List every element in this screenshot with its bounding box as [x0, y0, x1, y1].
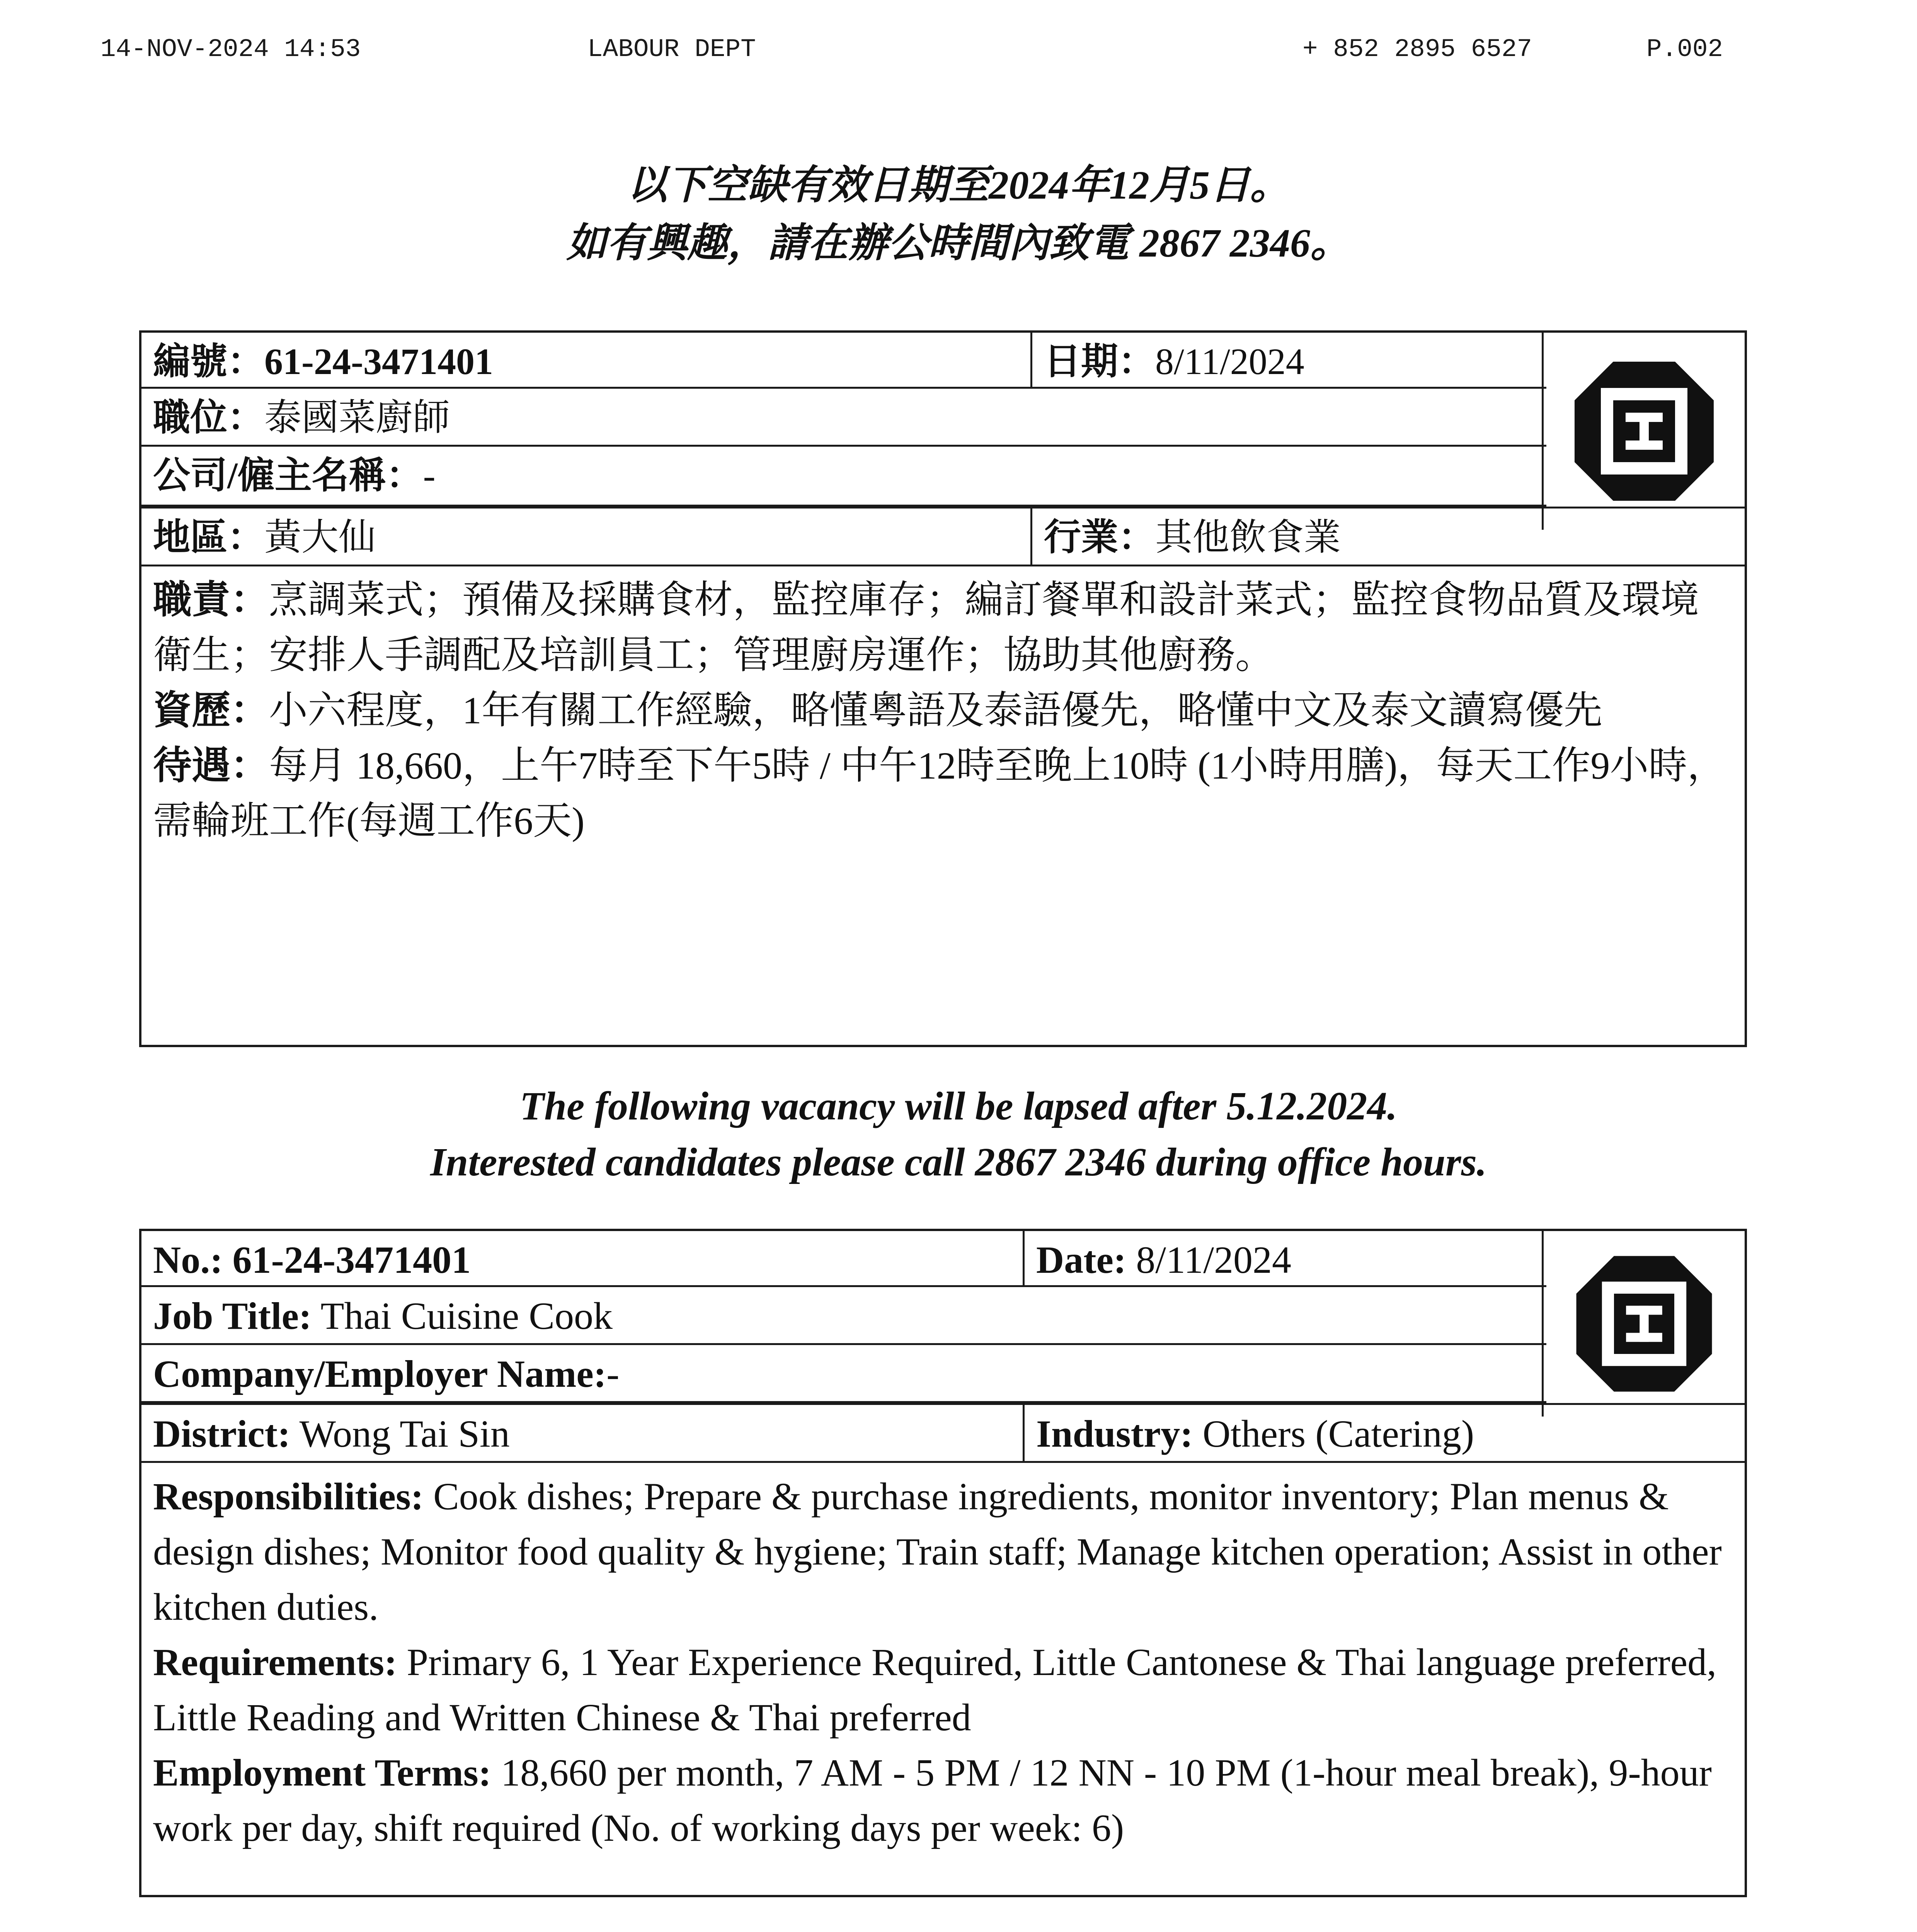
- company: [141, 1345, 1546, 1401]
- row-company: [141, 1345, 1546, 1403]
- industry-value: 其他飲食業: [1155, 517, 1341, 558]
- job-title-label: Job Title:: [153, 1294, 312, 1337]
- terms-label: Employment Terms:: [153, 1751, 491, 1794]
- job-title-value: 泰國菜廚師: [264, 397, 450, 438]
- industry-label: Industry:: [1036, 1412, 1193, 1455]
- fax-phone: + 852 2895 6527: [1302, 35, 1532, 64]
- notice-english-line2: Interested candidates please call 2867 2346 during office hours.: [430, 1140, 1487, 1184]
- row-no-date: [141, 1231, 1546, 1287]
- industry: [1032, 509, 1743, 565]
- labour-department-logo-icon: [1567, 354, 1721, 509]
- fax-datetime: 14-NOV-2024 14:53: [100, 35, 361, 64]
- job-title-value: Thai Cuisine Cook: [320, 1294, 613, 1337]
- vacancy-no-label: No.:: [153, 1238, 223, 1281]
- terms-value: 18,660 per month, 7 AM - 5 PM / 12 NN - 10 PM (1-hour meal break), 9-hour work per day, shift required (No. of working days per week: 6): [153, 1751, 1712, 1849]
- job-title: [141, 1287, 1546, 1343]
- company-label: 公司/僱主名稱：: [153, 455, 423, 496]
- details-block: [141, 1465, 1745, 1855]
- vacancy-no-value: 61-24-3471401: [232, 1238, 471, 1281]
- duties: [153, 1469, 1733, 1634]
- requirements: [153, 1634, 1733, 1745]
- notice-chinese-line2: 如有興趣，請在辦公時間內致電 2867 2346。: [566, 221, 1350, 265]
- row-no-date: [141, 333, 1546, 389]
- logo-box: [1542, 1231, 1745, 1417]
- duties-label: 職責：: [153, 578, 269, 621]
- company: [141, 447, 1546, 505]
- details-block: [141, 568, 1745, 849]
- date-value: 8/11/2024: [1136, 1238, 1292, 1281]
- duties-label: Responsibilities:: [153, 1475, 424, 1518]
- row-job-title: [141, 1287, 1546, 1345]
- district-value: 黃大仙: [264, 517, 376, 558]
- requirements-label: 資歷：: [153, 689, 269, 732]
- requirements: [153, 683, 1733, 738]
- duties: [153, 572, 1733, 683]
- row-company: [141, 447, 1546, 507]
- district-value: Wong Tai Sin: [299, 1412, 510, 1455]
- terms: [153, 738, 1733, 849]
- district-label: 地區：: [153, 517, 264, 558]
- row-district-industry: [141, 1403, 1745, 1463]
- terms-value: 每月 18,660，上午7時至下午5時 / 中午12時至晚上10時 (1小時用膳)，每天工作9小時，需輪班工作(每週工作6天): [153, 744, 1726, 842]
- requirements-value: Primary 6, 1 Year Experience Required, Little Cantonese & Thai language preferred, Little Reading and Written Chinese & Thai preferred: [153, 1641, 1717, 1739]
- requirements-value: 小六程度，1年有關工作經驗，略懂粵語及泰語優先，略懂中文及泰文讀寫優先: [269, 689, 1602, 732]
- fax-sender: LABOUR DEPT: [587, 35, 756, 64]
- notice-chinese-line1: 以下空缺有效日期至2024年12月5日。: [627, 163, 1290, 207]
- duties-value: 烹調菜式；預備及採購食材，監控庫存；編訂餐單和設計菜式；監控食物品質及環境衛生；安排人手調配及培訓員工；管理廚房運作；協助其他廚務。: [153, 578, 1699, 677]
- fax-header: [100, 35, 1755, 70]
- labour-department-logo-icon: [1569, 1248, 1720, 1399]
- company-label: Company/Employer Name:: [153, 1352, 607, 1395]
- row-job-title: [141, 389, 1546, 447]
- vacancy-date: [1025, 1231, 1546, 1285]
- vacancy-card-english: [139, 1229, 1747, 1897]
- district: [141, 509, 1030, 565]
- vacancy-date: [1032, 333, 1546, 387]
- district-label: District:: [153, 1412, 291, 1455]
- date-label: Date:: [1036, 1238, 1127, 1281]
- notice-english-line1: The following vacancy will be lapsed after 5.12.2024.: [519, 1084, 1398, 1128]
- logo-box: [1542, 333, 1745, 530]
- vacancy-no-label: 編號：: [153, 341, 264, 382]
- district: [141, 1405, 1023, 1461]
- duties-value: Cook dishes; Prepare & purchase ingredients, monitor inventory; Plan menus & design dishes; Monitor food quality & hygiene; Train staff; Manage kitchen operation; Assist in other kitchen duties.: [153, 1475, 1722, 1628]
- terms-label: 待遇：: [153, 744, 269, 787]
- vacancy-no: [141, 333, 1030, 387]
- notice-chinese: [0, 156, 1917, 272]
- industry-label: 行業：: [1044, 517, 1155, 558]
- vacancy-card-chinese: [139, 330, 1747, 1047]
- industry: [1025, 1405, 1743, 1461]
- vacancy-no: [141, 1231, 1023, 1285]
- job-title-label: 職位：: [153, 397, 264, 438]
- requirements-label: Requirements:: [153, 1641, 397, 1684]
- date-value: 8/11/2024: [1155, 341, 1304, 382]
- vacancy-no-value: 61-24-3471401: [264, 341, 493, 382]
- company-value: -: [423, 455, 436, 496]
- industry-value: Others (Catering): [1202, 1412, 1474, 1455]
- notice-english: [0, 1078, 1917, 1190]
- date-label: 日期：: [1044, 341, 1155, 382]
- fax-page: P.002: [1646, 35, 1723, 64]
- row-district-industry: [141, 507, 1745, 566]
- terms: [153, 1745, 1733, 1855]
- job-title: [141, 389, 1546, 445]
- company-value: -: [606, 1352, 620, 1395]
